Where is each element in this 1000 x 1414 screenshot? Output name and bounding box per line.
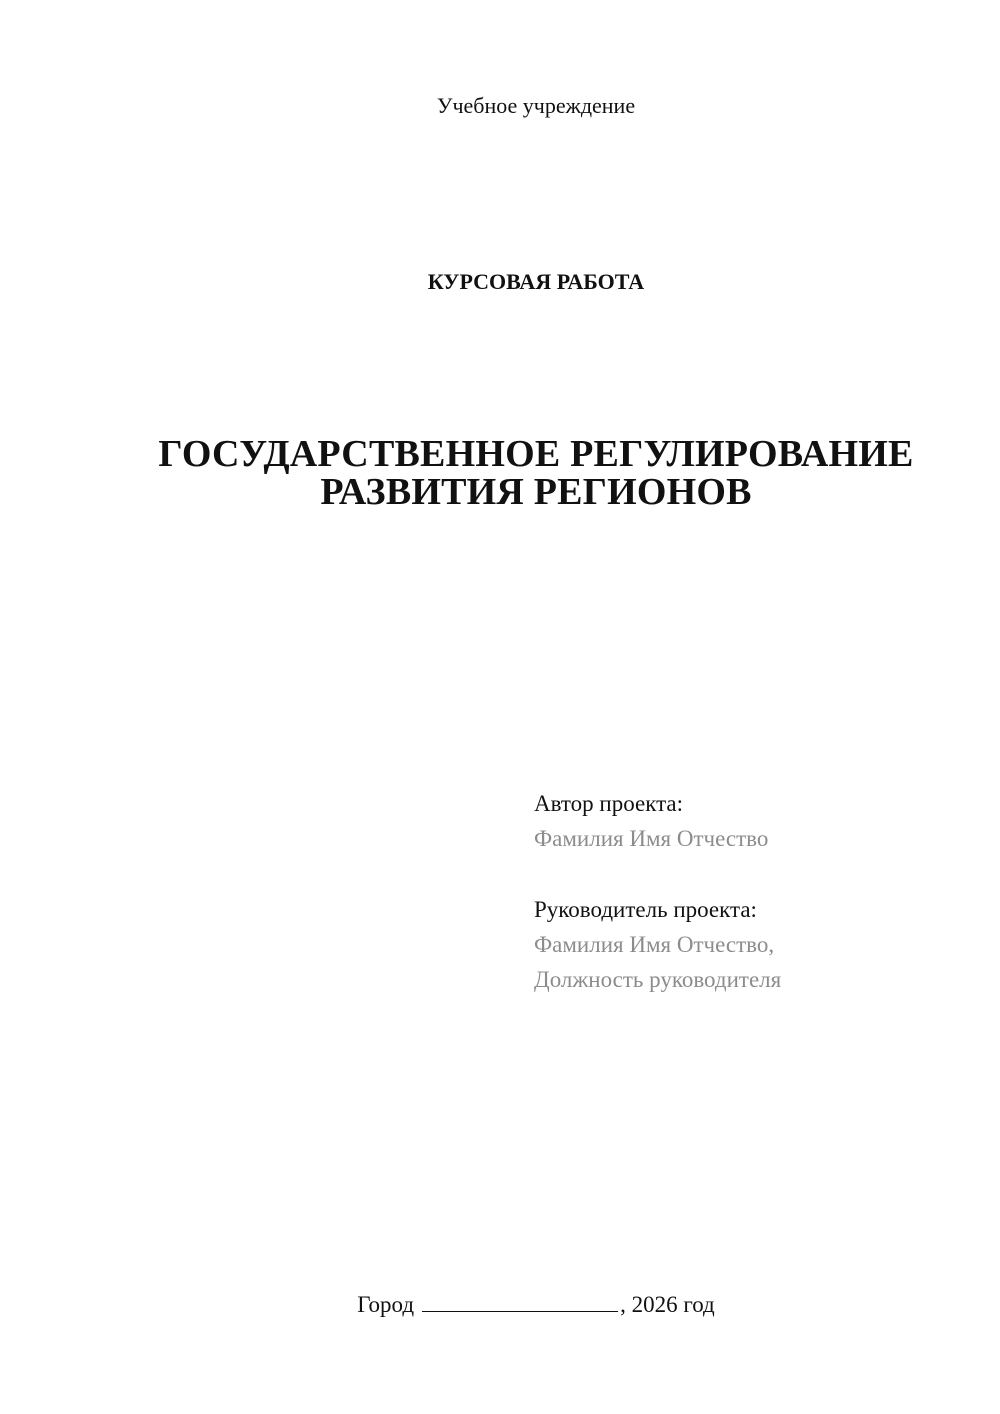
work-type-heading: КУРСОВАЯ РАБОТА xyxy=(427,269,645,294)
author-label: Автор проекта: xyxy=(534,791,683,816)
project-info-block xyxy=(534,786,974,997)
footer-year: , 2026 год xyxy=(620,1292,715,1317)
title-line-2: РАЗВИТИЯ РЕГИОНОВ xyxy=(320,471,752,513)
institution-name: Учебное учреждение xyxy=(436,93,636,118)
supervisor-position: Должность руководителя xyxy=(534,967,782,992)
title-line-1: ГОСУДАРСТВЕННОЕ РЕГУЛИРОВАНИЕ xyxy=(158,433,914,475)
author-name: Фамилия Имя Отчество xyxy=(534,826,769,851)
footer-city-year xyxy=(0,1290,1000,1320)
city-blank-line xyxy=(422,1291,618,1312)
document-title xyxy=(100,435,972,511)
supervisor-label: Руководитель проекта: xyxy=(534,897,757,922)
supervisor-name: Фамилия Имя Отчество, xyxy=(534,932,775,957)
footer-city: Город xyxy=(357,1292,415,1317)
info-spacer xyxy=(534,856,974,892)
